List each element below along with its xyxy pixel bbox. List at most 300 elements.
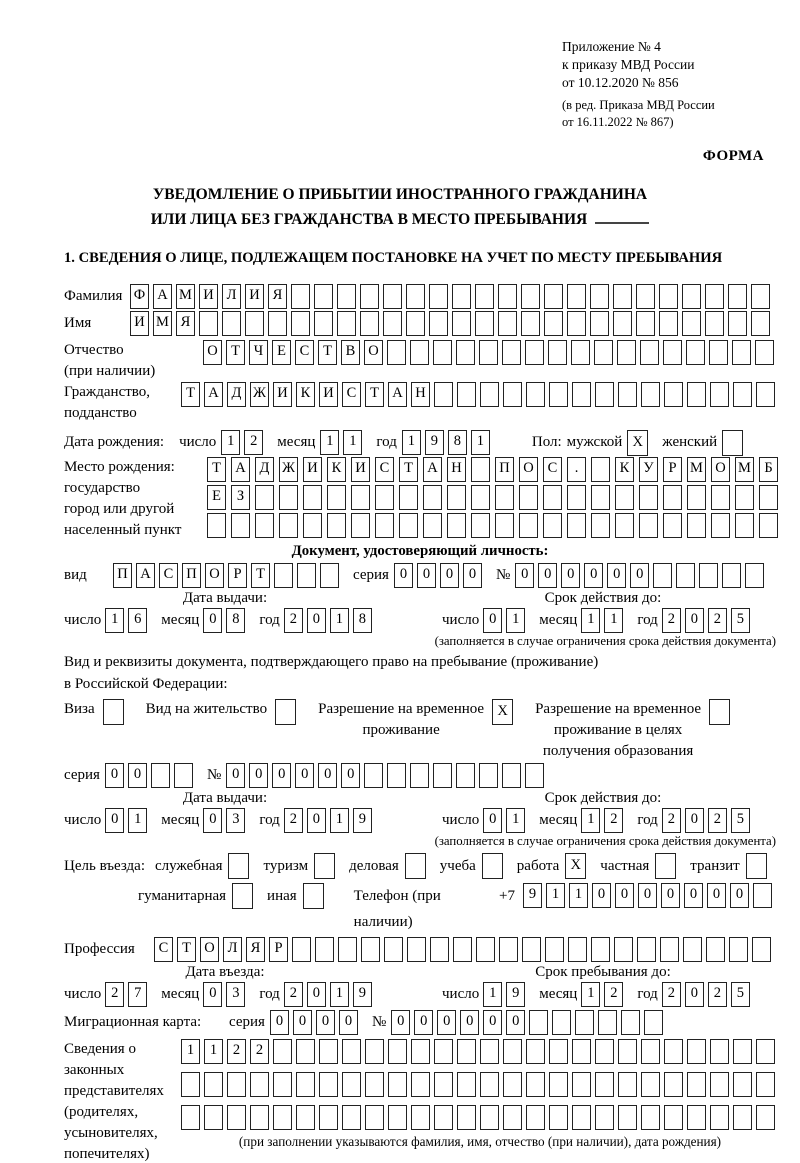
form-cell: 2: [284, 808, 303, 833]
form-cell: 1: [483, 982, 502, 1007]
form-cell: [613, 311, 632, 336]
legal-reps-row: [64, 1039, 776, 1163]
form-cell: [337, 311, 356, 336]
form-cell: [639, 485, 658, 510]
form-cell: [423, 513, 442, 538]
form-cell: 1: [330, 982, 349, 1007]
form-cell: [519, 513, 538, 538]
stay-until-group: Срок пребывания до: число 1 9 месяц 1 2 год 2 0 2 5: [442, 962, 764, 1008]
form-cell: X: [627, 430, 648, 456]
form-cell: С: [342, 382, 361, 407]
form-cell: [549, 1105, 568, 1130]
form-cell: 0: [270, 1010, 289, 1035]
appendix-line-2: к приказу МВД России: [562, 57, 695, 73]
permit-series-label: серия: [64, 767, 100, 783]
form-cell: 2: [105, 982, 124, 1007]
purpose-tourism-checkbox: [314, 853, 339, 878]
form-cell: [250, 1105, 269, 1130]
phone-cells: [523, 883, 776, 908]
form-cell: 9: [353, 808, 372, 833]
form-cell: [495, 513, 514, 538]
form-cell: [591, 937, 610, 962]
form-cell: [544, 311, 563, 336]
form-cell: Т: [226, 340, 245, 365]
permit-valid-day-cells: [483, 808, 529, 833]
form-cell: [598, 1010, 617, 1035]
temp-residence-education-checkbox: [709, 699, 734, 724]
form-cell: [434, 382, 453, 407]
permit-valid-head: Срок действия до:: [544, 790, 662, 806]
form-cell: 1: [402, 430, 421, 455]
form-cell: [519, 485, 538, 510]
form-cell: [452, 311, 471, 336]
form-cell: [575, 1010, 594, 1035]
form-cell: А: [231, 457, 250, 482]
form-cell: [434, 1072, 453, 1097]
form-cell: [655, 853, 676, 879]
doc-valid-year-label: год: [637, 612, 658, 628]
form-cell: [751, 284, 770, 309]
form-cell: [383, 311, 402, 336]
form-cell: [498, 284, 517, 309]
form-cell: [502, 763, 521, 788]
doc-issue-month-label: месяц: [161, 612, 200, 628]
entry-year-cells: [284, 982, 376, 1007]
form-cell: Я: [246, 937, 265, 962]
form-cell: К: [615, 457, 634, 482]
given-name-row: [64, 311, 776, 336]
form-cell: [544, 284, 563, 309]
form-cell: 9: [353, 982, 372, 1007]
form-cell: [755, 340, 774, 365]
edition-block: [562, 97, 715, 131]
form-cell: 0: [661, 883, 680, 908]
form-cell: 7: [128, 982, 147, 1007]
form-cell: [687, 1105, 706, 1130]
form-cell: Т: [251, 563, 270, 588]
doc-issue-group: [64, 588, 386, 634]
doc-valid-month-cells: [581, 608, 627, 633]
purpose-humanitarian: гуманитарная: [138, 883, 257, 909]
form-cell: 0: [561, 563, 580, 588]
form-cell: [590, 311, 609, 336]
doc-kind-label: вид: [64, 567, 87, 583]
form-cell: Т: [365, 382, 384, 407]
form-cell: [653, 563, 672, 588]
form-cell: [433, 763, 452, 788]
form-cell: [663, 513, 682, 538]
form-cell: [595, 1039, 614, 1064]
form-cell: [292, 937, 311, 962]
citizenship-cells: [181, 382, 779, 407]
form-cell: 8: [353, 608, 372, 633]
form-cell: [383, 284, 402, 309]
purpose-study-checkbox: [482, 853, 507, 878]
form-cell: [174, 763, 193, 788]
form-cell: [640, 340, 659, 365]
form-cell: 1: [546, 883, 565, 908]
form-cell: [204, 1105, 223, 1130]
form-cell: [659, 284, 678, 309]
form-cell: 1: [581, 982, 600, 1007]
form-cell: [663, 485, 682, 510]
form-cell: 0: [463, 563, 482, 588]
form-cell: П: [182, 563, 201, 588]
form-cell: [429, 311, 448, 336]
residence-doc-series-row: [64, 763, 776, 788]
doc-valid-group: [442, 588, 764, 634]
form-cell: У: [639, 457, 658, 482]
form-title: [0, 183, 800, 233]
purpose-work-checkbox: [565, 853, 590, 878]
form-cell: 1: [330, 808, 349, 833]
form-cell: [617, 340, 636, 365]
form-cell: [296, 1105, 315, 1130]
form-cell: О: [200, 937, 219, 962]
form-cell: Т: [207, 457, 226, 482]
form-cell: [590, 284, 609, 309]
form-cell: [709, 699, 730, 725]
purpose-private-checkbox: [655, 853, 680, 878]
form-cell: 0: [460, 1010, 479, 1035]
form-cell: [521, 284, 540, 309]
form-cell: [526, 382, 545, 407]
form-cell: 1: [471, 430, 490, 455]
form-cell: [571, 340, 590, 365]
form-cell: Е: [207, 485, 226, 510]
form-cell: 2: [250, 1039, 269, 1064]
form-cell: [338, 937, 357, 962]
sex-female-label: женский: [662, 434, 718, 450]
form-cell: Я: [268, 284, 287, 309]
purpose-study: учеба: [440, 853, 507, 879]
form-cell: [543, 513, 562, 538]
form-cell: [361, 937, 380, 962]
form-cell: [543, 485, 562, 510]
form-cell: 0: [584, 563, 603, 588]
permit-number-label: №: [206, 767, 222, 783]
form-cell: [710, 382, 729, 407]
title-blank-line: [595, 209, 649, 224]
form-cell: [410, 763, 429, 788]
legal-reps-label: Сведения о законных представителях (родителях, усыновителях, попечителях): [64, 1041, 164, 1162]
form-cell: 0: [203, 808, 222, 833]
form-cell: [315, 937, 334, 962]
identity-doc-dates: [64, 588, 776, 634]
form-cell: [410, 340, 429, 365]
form-cell: [660, 937, 679, 962]
form-cell: 0: [307, 608, 326, 633]
form-cell: [250, 1072, 269, 1097]
migration-card-label: Миграционная карта:: [64, 1014, 202, 1030]
form-cell: [320, 563, 339, 588]
form-cell: [591, 513, 610, 538]
form-cell: 0: [440, 563, 459, 588]
form-cell: [591, 485, 610, 510]
form-cell: 5: [731, 982, 750, 1007]
form-cell: [594, 340, 613, 365]
form-cell: [480, 1039, 499, 1064]
form-cell: И: [319, 382, 338, 407]
form-cell: Т: [177, 937, 196, 962]
form-cell: [291, 284, 310, 309]
form-cell: [360, 311, 379, 336]
doc-valid-month-label: месяц: [539, 612, 578, 628]
form-cell: [480, 1072, 499, 1097]
form-cell: 1: [320, 430, 339, 455]
form-cell: [705, 311, 724, 336]
form-cell: 0: [203, 982, 222, 1007]
form-cell: [759, 485, 778, 510]
form-cell: Е: [272, 340, 291, 365]
form-cell: 8: [226, 608, 245, 633]
form-cell: [495, 485, 514, 510]
form-cell: [388, 1072, 407, 1097]
form-cell: К: [327, 457, 346, 482]
temp-residence-checkbox: [492, 699, 517, 724]
form-cell: [729, 937, 748, 962]
form-cell: [457, 1105, 476, 1130]
form-cell: [342, 1039, 361, 1064]
form-cell: 0: [483, 608, 502, 633]
form-cell: [621, 1010, 640, 1035]
form-cell: [503, 382, 522, 407]
form-cell: [567, 513, 586, 538]
form-cell: 2: [662, 982, 681, 1007]
form-cell: П: [495, 457, 514, 482]
form-cell: [733, 1105, 752, 1130]
form-cell: Б: [759, 457, 778, 482]
form-cell: И: [273, 382, 292, 407]
migration-number-cells: [391, 1010, 667, 1035]
form-cell: 1: [506, 608, 525, 633]
migration-series-cells: [270, 1010, 362, 1035]
form-cell: [595, 1105, 614, 1130]
form-cell: И: [130, 311, 149, 336]
form-cell: С: [295, 340, 314, 365]
form-cell: [319, 1039, 338, 1064]
form-cell: [728, 311, 747, 336]
form-cell: [733, 1072, 752, 1097]
form-cell: [756, 1072, 775, 1097]
form-cell: X: [565, 853, 586, 879]
form-cell: С: [159, 563, 178, 588]
form-cell: [710, 1039, 729, 1064]
permit-valid-year-cells: [662, 808, 754, 833]
form-cell: [387, 763, 406, 788]
form-cell: [568, 937, 587, 962]
form-cell: [273, 1105, 292, 1130]
form-cell: А: [388, 382, 407, 407]
form-cell: [411, 1105, 430, 1130]
form-cell: [641, 1039, 660, 1064]
doc-issue-month-cells: [203, 608, 249, 633]
form-cell: [204, 1072, 223, 1097]
permit-issue-year-cells: [284, 808, 376, 833]
form-cell: [529, 1010, 548, 1035]
form-cell: 1: [604, 608, 623, 633]
form-cell: [756, 1105, 775, 1130]
form-cell: 0: [730, 883, 749, 908]
doc-issue-day-label: число: [64, 612, 102, 628]
form-cell: [752, 937, 771, 962]
form-cell: 1: [330, 608, 349, 633]
form-cell: [314, 284, 333, 309]
form-cell: [360, 284, 379, 309]
form-cell: 6: [128, 608, 147, 633]
form-cell: 0: [685, 808, 704, 833]
form-cell: [525, 763, 544, 788]
form-cell: О: [203, 340, 222, 365]
permit-number-cells: [226, 763, 548, 788]
form-cell: И: [303, 457, 322, 482]
form-cell: Я: [176, 311, 195, 336]
form-cell: [572, 1039, 591, 1064]
form-cell: [228, 853, 249, 879]
form-cell: [411, 1039, 430, 1064]
form-cell: [613, 284, 632, 309]
form-cell: [683, 937, 702, 962]
form-cell: [687, 1072, 706, 1097]
doc-issue-year-label: год: [259, 612, 280, 628]
appendix-line-1: Приложение № 4: [562, 39, 661, 54]
form-cell: 0: [538, 563, 557, 588]
form-cell: [227, 1072, 246, 1097]
doc-valid-year-cells: [662, 608, 754, 633]
form-cell: 0: [483, 808, 502, 833]
form-cell: [756, 382, 775, 407]
form-cell: [291, 311, 310, 336]
form-cell: [151, 763, 170, 788]
form-cell: 0: [684, 883, 703, 908]
form-cell: 2: [284, 608, 303, 633]
form-cell: [676, 563, 695, 588]
form-cell: [255, 485, 274, 510]
form-cell: [728, 284, 747, 309]
form-cell: В: [341, 340, 360, 365]
purpose-work: работа X: [517, 853, 591, 879]
form-cell: [659, 311, 678, 336]
doc-valid-day-label: число: [442, 612, 480, 628]
permit-valid-note: (заполняется в случае ограничения срока действия документа): [434, 834, 776, 848]
form-cell: Р: [663, 457, 682, 482]
birth-month-label: месяц: [277, 434, 316, 450]
form-cell: [548, 340, 567, 365]
birth-place-label: Место рождения: государство город или другой населенный пункт: [64, 459, 182, 538]
doc-series-label: серия: [353, 567, 389, 583]
form-cell: [314, 311, 333, 336]
form-cell: 3: [226, 982, 245, 1007]
form-cell: [664, 1039, 683, 1064]
form-cell: 2: [662, 808, 681, 833]
form-cell: [663, 340, 682, 365]
form-cell: [572, 1105, 591, 1130]
form-cell: [687, 513, 706, 538]
birth-month-cells: [320, 430, 366, 455]
form-cell: [303, 485, 322, 510]
form-cell: [457, 382, 476, 407]
sex-male-label: мужской: [566, 434, 623, 450]
form-cell: [526, 1105, 545, 1130]
form-cell: 9: [523, 883, 542, 908]
form-cell: [549, 1072, 568, 1097]
form-cell: [447, 513, 466, 538]
form-cell: А: [153, 284, 172, 309]
citizenship-label: Гражданство, подданство: [64, 384, 151, 421]
form-cell: [388, 1039, 407, 1064]
form-cell: Н: [447, 457, 466, 482]
form-cell: [232, 883, 253, 909]
form-cell: [279, 513, 298, 538]
form-cell: [480, 382, 499, 407]
form-cell: 2: [244, 430, 263, 455]
form-cell: Т: [181, 382, 200, 407]
form-cell: 0: [339, 1010, 358, 1035]
form-cell: [314, 853, 335, 879]
form-cell: О: [364, 340, 383, 365]
form-cell: [475, 311, 494, 336]
birth-place-cells: [207, 457, 783, 541]
form-cell: [682, 311, 701, 336]
form-cell: [405, 853, 426, 879]
birth-year-label: год: [376, 434, 397, 450]
visit-purpose-row: [64, 853, 776, 879]
form-cell: 0: [307, 982, 326, 1007]
birth-day-cells: [221, 430, 267, 455]
form-cell: [245, 311, 264, 336]
migration-number-label: №: [371, 1014, 387, 1030]
form-cell: [407, 937, 426, 962]
stay-year-cells: [662, 982, 754, 1007]
form-cell: [682, 284, 701, 309]
form-cell: [273, 1072, 292, 1097]
form-cell: [406, 284, 425, 309]
form-cell: [641, 1072, 660, 1097]
appendix-line-3: от 10.12.2020 № 856: [562, 75, 679, 91]
form-cell: Н: [411, 382, 430, 407]
form-cell: З: [231, 485, 250, 510]
form-cell: К: [296, 382, 315, 407]
form-cell: [641, 1105, 660, 1130]
legal-reps-cells-row-1: [181, 1039, 779, 1064]
purpose-official-checkbox: [228, 853, 253, 878]
form-cell: [479, 763, 498, 788]
form-cell: 0: [105, 763, 124, 788]
stay-until-head: Срок пребывания до:: [535, 964, 671, 980]
form-cell: 2: [708, 808, 727, 833]
form-cell: [433, 340, 452, 365]
doc-number-cells: [515, 563, 768, 588]
form-cell: [503, 1072, 522, 1097]
form-cell: [687, 1039, 706, 1064]
form-cell: [746, 853, 767, 879]
birth-date-label: Дата рождения:: [64, 434, 165, 450]
purpose-business-checkbox: [405, 853, 430, 878]
form-cell: 0: [391, 1010, 410, 1035]
form-cell: [351, 513, 370, 538]
form-cell: [687, 485, 706, 510]
form-cell: [705, 284, 724, 309]
form-cell: 0: [615, 883, 634, 908]
form-cell: [479, 340, 498, 365]
form-cell: 0: [316, 1010, 335, 1035]
form-body: [64, 278, 776, 1163]
form-cell: 0: [249, 763, 268, 788]
form-cell: 8: [448, 430, 467, 455]
form-cell: А: [423, 457, 442, 482]
residence-doc-dates: [64, 788, 776, 834]
identity-doc-heading: Документ, удостоверяющий личность:: [291, 543, 549, 559]
